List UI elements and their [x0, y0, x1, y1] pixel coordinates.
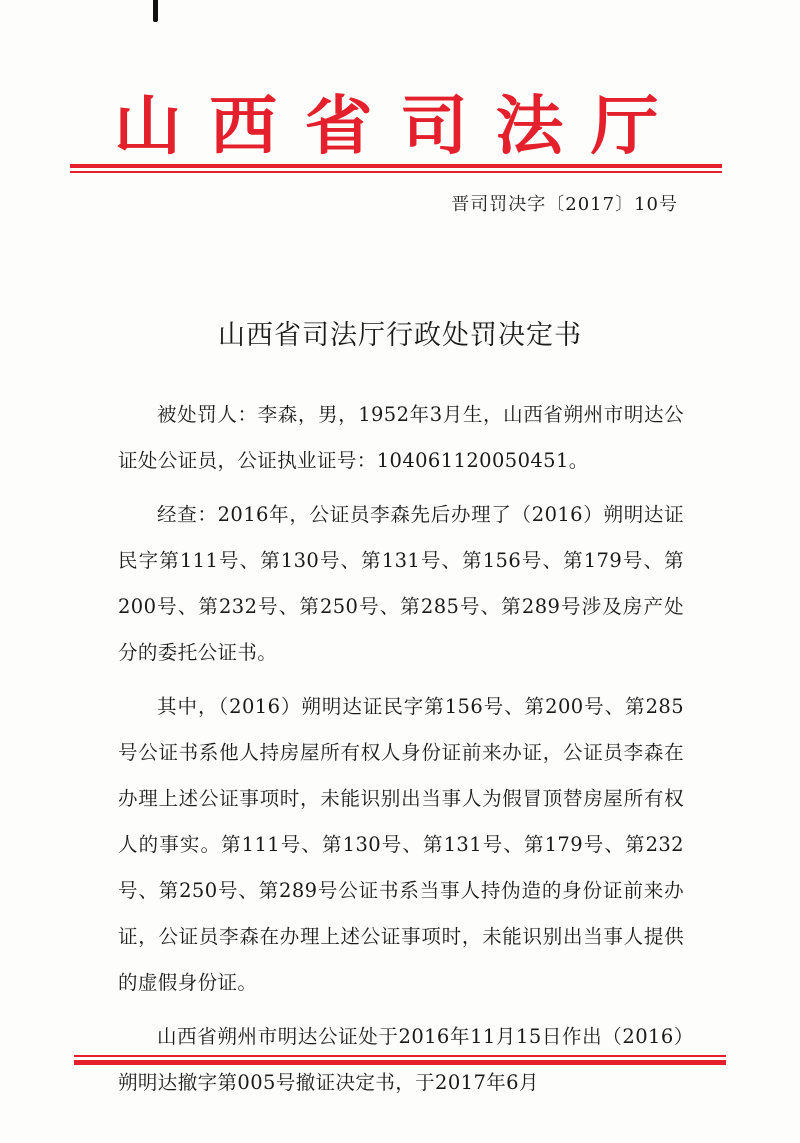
paragraph-details: 其中，（2016）朔明达证民字第156号、第200号、第285号公证书系他人持房屋所有权人身份证前来办证，公证员李森在办理上述公证事项时，未能识别出当事人为假冒顶替房屋所有权人的事实。第111号、第130号、第131号、第179号、第232号、第250号、第289号公证书系当事人持伪造的身份证前来办证，公证员李森在办理上述公证事项时，未能识别出当事人提供的虚假身份证。 — [118, 695, 684, 994]
letterhead-top-rule — [70, 164, 722, 173]
document-title: 山西省司法厅行政处罚决定书 — [218, 320, 582, 351]
paragraph-findings: 经查：2016年，公证员李森先后办理了（2016）朔明达证民字第111号、第130号、第131号、第156号、第179号、第200号、第232号、第250号、第285号、第289号涉及房产处分的委托公证书。 — [118, 503, 684, 664]
scan-mark — [153, 0, 158, 22]
document-number: 晋司罚决字〔2017〕10号 — [451, 194, 678, 215]
paragraph-respondent: 被处罚人：李森，男，1952年3月生，山西省朔州市明达公证处公证员，公证执业证号：104061120050451。 — [118, 403, 684, 472]
letterhead-org-name: 山西省司法厅 — [113, 89, 687, 164]
document-body — [118, 392, 684, 1106]
footer-rule — [74, 1055, 726, 1065]
paragraph-revocation: 山西省朔州市明达公证处于2016年11月15日作出（2016）朔明达撤字第005号撤证决定书，于2017年6月 — [118, 1025, 684, 1094]
